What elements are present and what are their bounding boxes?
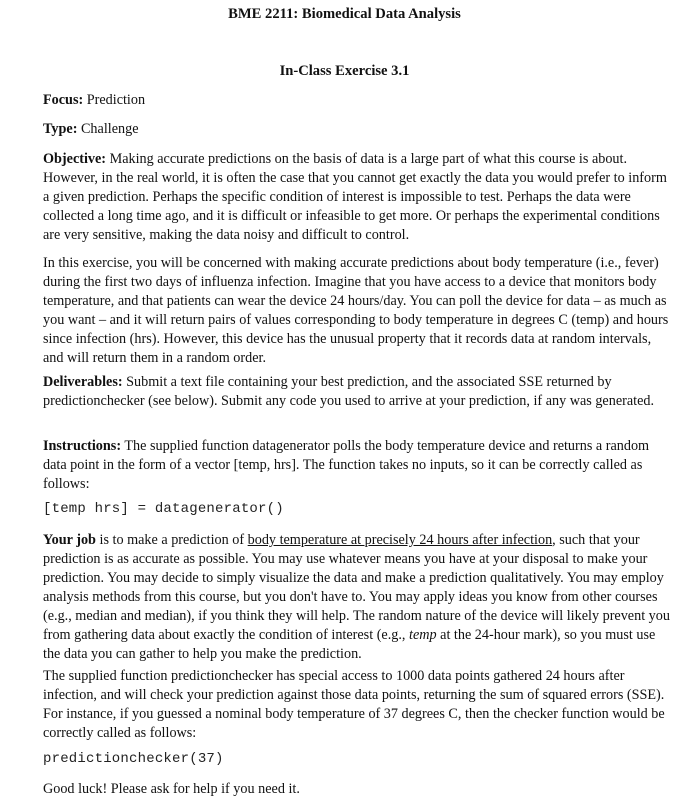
objective-paragraph (43, 150, 673, 245)
prediction-target-underlined: body temperature at precisely 24 hours after infection (247, 532, 553, 548)
exercise-title: In-Class Exercise 3.1 (279, 63, 410, 79)
focus-value: Prediction (86, 92, 146, 108)
type-value: Challenge (80, 121, 139, 137)
instructions-label: Instructions: (43, 438, 122, 454)
your-job-text-a: is to make a prediction of (99, 532, 245, 548)
exercise-intro-paragraph (43, 254, 673, 368)
temp-italic-term: temp (409, 627, 437, 643)
checker-paragraph (43, 667, 673, 743)
type-line (43, 120, 673, 139)
instructions-paragraph (43, 437, 673, 494)
your-job-text-c: at the 24-hour mark), so you must use the data you can gather to help you make the prediction. (43, 627, 656, 662)
your-job-paragraph (43, 531, 673, 664)
deliverables-label: Deliverables: (43, 374, 123, 390)
closing-line (43, 780, 673, 799)
checker-text: The supplied function predictionchecker has special access to 1000 data points gathered 24 hours after infection, and will check your prediction against those data points, returning the sum of squared errors (SSE). For instance, if you guessed a nominal body temperature of 37 degrees C, then the checker function would be correctly called as follows: (43, 668, 665, 741)
exercise-intro-text: In this exercise, you will be concerned with making accurate predictions about body temperature (i.e., fever) during the first two days of influenza infection. Imagine that you have access to a device that monitors body temperature, and that patients can wear the device 24 hours/day. You can poll the device for data – as much as you want – and it will return pairs of values corresponding to body temperature in degrees C (temp) and hours since infection (hrs). However, this device has the unusual property that it records data at random intervals, and will return them in a random order. (43, 255, 669, 366)
closing-text: Good luck! Please ask for help if you need it. (43, 781, 300, 797)
instructions-text: The supplied function datagenerator polls the body temperature device and returns a random data point in the form of a vector [temp, hrs]. The function takes no inputs, so it can be correctly called as follows: (43, 438, 650, 492)
your-job-label: Your job (43, 532, 96, 548)
datagenerator-code: [temp hrs] = datagenerator() (43, 501, 284, 517)
predictionchecker-code: predictionchecker(37) (43, 751, 224, 767)
course-header: BME 2211: Biomedical Data Analysis (228, 6, 461, 22)
type-label: Type: (43, 121, 78, 137)
focus-label: Focus: (43, 92, 84, 108)
your-job-text-b: , such that your prediction is as accurate as possible. You may use whatever means you have at your disposal to make your prediction. You may decide to simply visualize the data and make a prediction qualitatively. You may employ analysis methods from this course, but you don't have to. You may apply ideas you know from other courses (e.g., median and median), if you think they will help. The random nature of the device will likely prevent you from gathering data about exactly the condition of interest (e.g., (43, 532, 670, 643)
objective-label: Objective: (43, 151, 107, 167)
objective-text: Making accurate predictions on the basis of data is a large part of what this course is about. However, in the real world, it is often the case that you cannot get exactly the data you would prefer to inform a given prediction. Perhaps the specific condition of interest is impossible to test. Perhaps the data were collected a long time ago, and it is difficult or infeasible to get more. Or perhaps the experimental conditions are very sensitive, making the data noisy and difficult to control. (43, 151, 667, 243)
deliverables-paragraph (43, 373, 673, 411)
deliverables-text: Submit a text file containing your best prediction, and the associated SSE returned by predictionchecker (see below). Submit any code you used to arrive at your prediction, if any was generated. (43, 374, 655, 409)
focus-line (43, 91, 673, 110)
